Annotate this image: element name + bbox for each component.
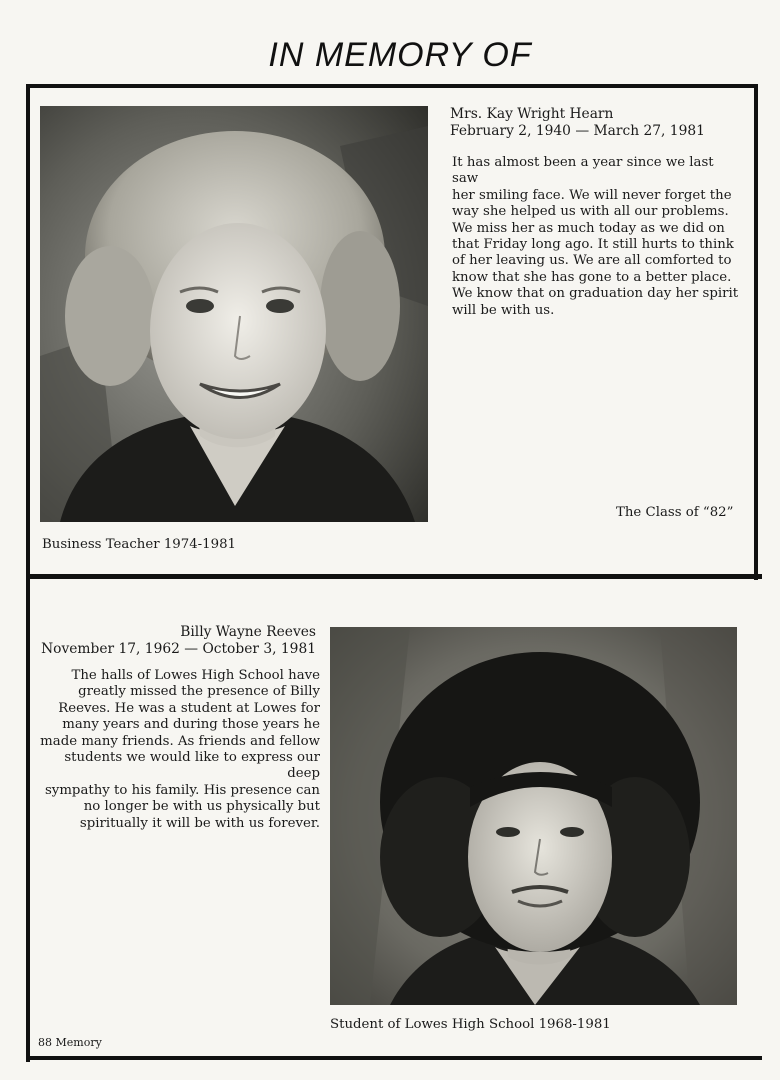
- tribute-line: no longer be with us physically but: [83, 799, 320, 815]
- memorial-2-dates: November 17, 1962 — October 3, 1981: [41, 641, 316, 657]
- tribute-line: We know that on graduation day her spirit: [452, 286, 739, 302]
- portrait-photo-woman: [40, 106, 428, 522]
- memorial-1-caption: Business Teacher 1974-1981: [42, 537, 236, 552]
- divider-rule: [26, 574, 762, 579]
- tribute-line: made many friends. As friends and fellow: [40, 733, 320, 749]
- tribute-line: will be with us.: [452, 302, 555, 318]
- left-rule: [26, 84, 30, 1062]
- memorial-1-header: [450, 106, 740, 140]
- memorial-1-dates: February 2, 1940 — March 27, 1981: [450, 123, 705, 139]
- bottom-rule: [26, 1056, 762, 1060]
- tribute-line: her smiling face. We will never forget the: [452, 187, 732, 203]
- tribute-line: The halls of Lowes High School have: [71, 668, 320, 683]
- tribute-line: It has almost been a year since we last saw: [452, 155, 714, 187]
- tribute-line: many years and during those years he: [62, 717, 320, 733]
- tribute-line: greatly missed the presence of Billy: [78, 684, 320, 700]
- tribute-line: know that she has gone to a better place.: [452, 269, 732, 285]
- portrait-photo-young-man: [330, 627, 737, 1005]
- tribute-line: Reeves. He was a student at Lowes for: [58, 700, 320, 716]
- top-rule: [26, 84, 758, 88]
- tribute-line: We miss her as much today as we did on: [452, 220, 725, 236]
- page-folio: 88 Memory: [38, 1036, 102, 1049]
- tribute-line: sympathy to his family. His presence can: [44, 782, 320, 798]
- tribute-line: spiritually it will be with us forever.: [79, 815, 320, 831]
- tribute-line: of her leaving us. We are all comforted to: [452, 253, 732, 269]
- memorial-2-name: Billy Wayne Reeves: [180, 624, 316, 640]
- memorial-1-signature: The Class of “82”: [616, 505, 734, 520]
- tribute-line: that Friday long ago. It still hurts to think: [452, 237, 734, 253]
- tribute-line: students we would like to express our deep: [64, 750, 320, 782]
- memorial-1-tribute: [452, 155, 742, 319]
- memorial-2-caption: Student of Lowes High School 1968-1981: [330, 1017, 611, 1032]
- memorial-1-name: Mrs. Kay Wright Hearn: [450, 106, 614, 122]
- memorial-2-header: [30, 624, 316, 658]
- right-rule: [754, 84, 758, 580]
- tribute-line: way she helped us with all our problems.: [452, 204, 729, 220]
- memorial-2-tribute: [30, 668, 320, 832]
- page-title: IN MEMORY OF: [268, 36, 532, 74]
